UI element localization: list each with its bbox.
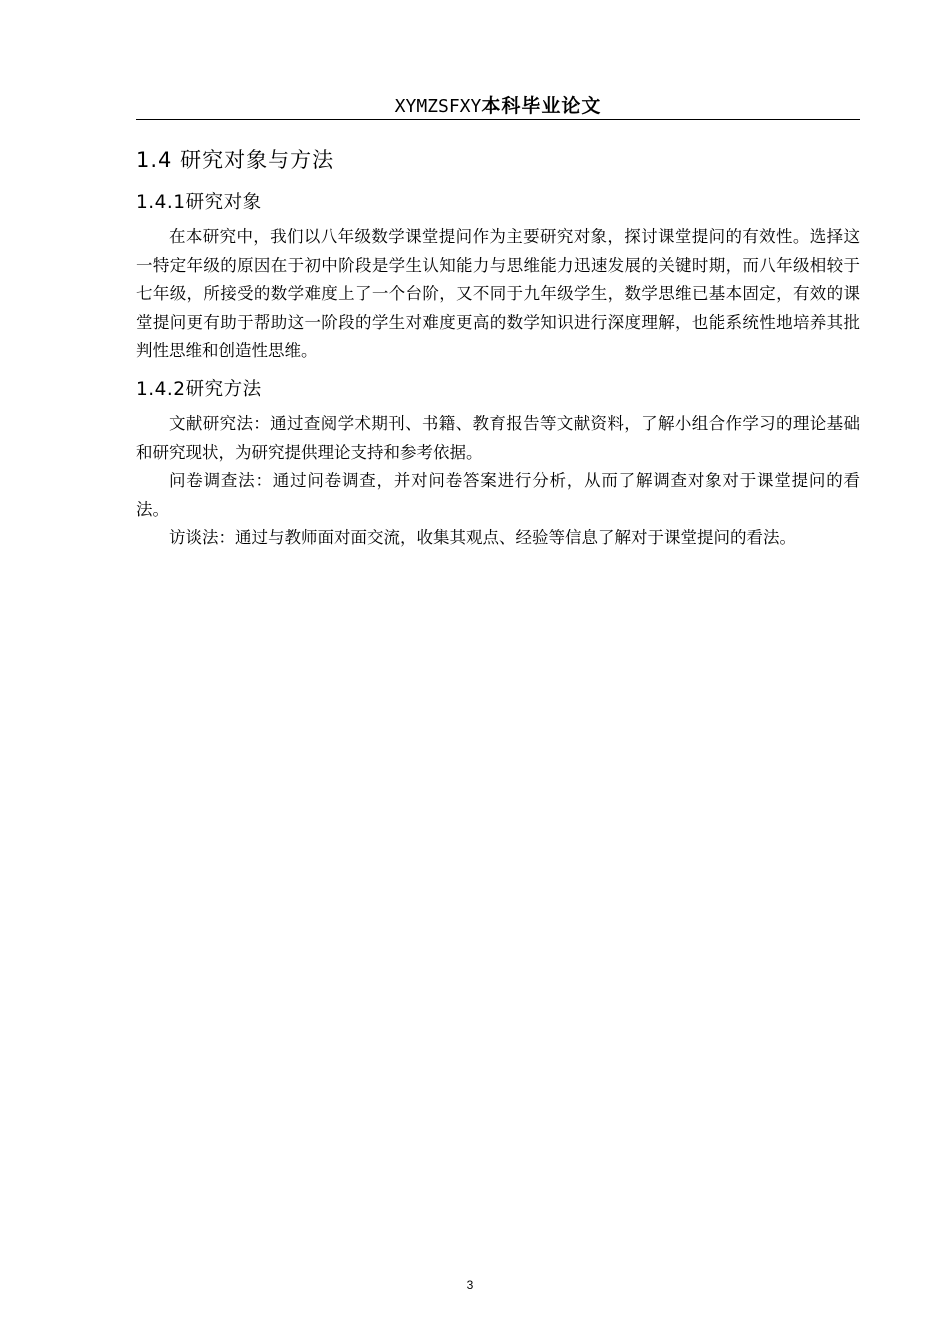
- subsection-heading-research-method: 1.4.2研究方法: [136, 378, 262, 400]
- header-title-text: 本科毕业论文: [481, 95, 602, 117]
- paragraph-interview-method: 访谈法：通过与教师面对面交流，收集其观点、经验等信息了解对于课堂提问的看法。: [169, 528, 796, 548]
- paragraph-literature-method: 文献研究法：通过查阅学术期刊、书籍、教育报告等文献资料，了解小组合作学习的理论基础和研究现状，为研究提供理论支持和参考依据。: [136, 413, 860, 462]
- subsection-heading-research-object: 1.4.1研究对象: [136, 192, 262, 213]
- document-body: [136, 145, 860, 553]
- page-number: 3: [466, 1278, 474, 1292]
- section-heading: 1.4 研究对象与方法: [136, 148, 335, 172]
- paragraph-questionnaire-method: 问卷调查法：通过问卷调查，并对问卷答案进行分析，从而了解调查对象对于课堂提问的看法。: [136, 471, 860, 519]
- header-latin-text: XYMZSFXY: [394, 96, 482, 117]
- page-header: [136, 93, 860, 120]
- paragraph-research-object: 在本研究中，我们以八年级数学课堂提问作为主要研究对象，探讨课堂提问的有效性。选择这一特定年级的原因在于初中阶段是学生认知能力与思维能力迅速发展的关键时期，而八年级相较于七年级，所接受的数学难度上了一个台阶，又不同于九年级学生，数学思维已基本固定，有效的课堂提问更有助于帮助这一阶段的学生对难度更高的数学知识进行深度理解，也能系统性地培养其批判性思维和创造性思维。: [136, 227, 860, 361]
